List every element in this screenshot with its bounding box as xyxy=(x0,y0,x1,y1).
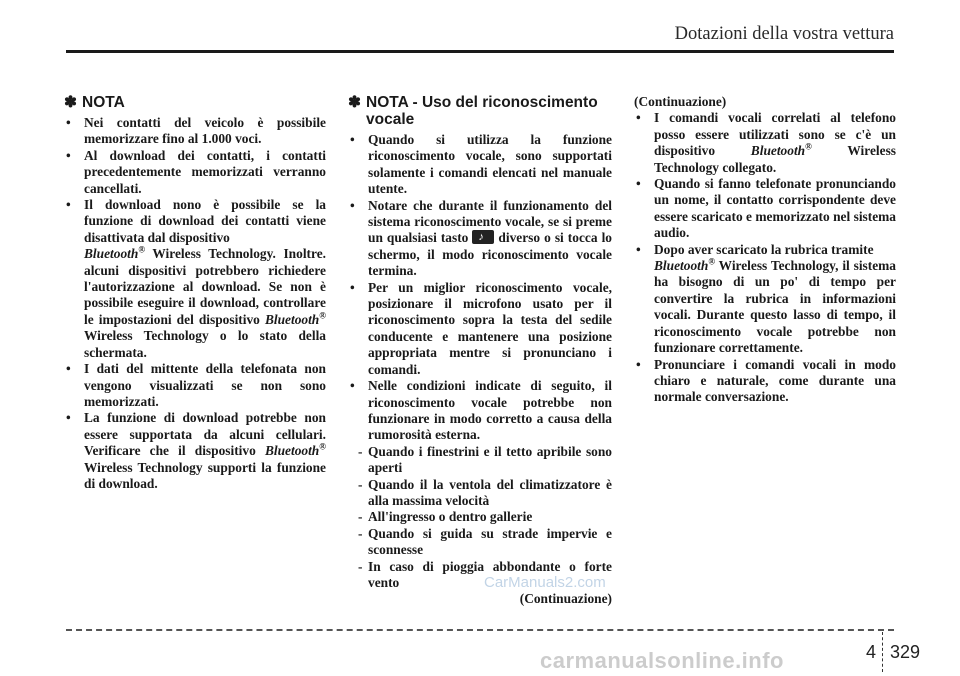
list-item-text: I comandi vocali correlati al telefono posso essere utilizzati sono se c'è un dispositivo xyxy=(654,110,896,159)
list-item-text: I dati del mittente della telefonata non vengono visualizzati se non sono memorizzati. xyxy=(84,361,326,409)
list-item xyxy=(64,197,326,361)
list-item-text: Wireless Technology. Inoltre. alcuni dispositivi potrebbero richiedere l'autorizzazione al download. Se non è possibile eseguire il download, controllare le impostazioni del dispositivo xyxy=(84,246,326,327)
list-item-text: Wireless Technology o lo stato della schermata. xyxy=(84,328,326,360)
page-header-title: Dotazioni della vostra vettura xyxy=(674,24,894,44)
page-number-separator xyxy=(882,632,884,672)
list-item xyxy=(634,176,896,242)
list-item xyxy=(358,444,612,477)
list-item xyxy=(348,280,612,378)
bluetooth-brand: Bluetooth xyxy=(264,311,320,327)
bluetooth-brand: Bluetooth xyxy=(264,443,320,459)
list-item-text: Dopo aver scaricato la rubrica tramite xyxy=(654,241,874,257)
bluetooth-brand: Bluetooth xyxy=(654,258,709,274)
list-item-text: Pronunciare i comandi vocali in modo chiaro e naturale, come durante una normale conversazione. xyxy=(654,356,896,405)
header-rule xyxy=(66,50,894,53)
list-item-text: In caso di pioggia abbondante o forte vento xyxy=(368,558,612,590)
list-item-text: Il download nono è possibile se la funzione di download dei contatti viene disattivata dal dispositivo xyxy=(84,197,326,245)
note-heading xyxy=(64,94,326,111)
continued-label: (Continuazione) xyxy=(519,591,612,607)
page-number xyxy=(866,632,920,672)
list-item xyxy=(634,110,896,176)
list-item-text: Wireless Technology, il sistema ha bisogno di un po' di tempo per convertire la rubrica in informazioni vocali. Durante questo lasso di tempo, il riconoscimento vocale potrebbe non funzionare correttamente. xyxy=(654,258,896,356)
list-item-text: Quando si utilizza la funzione riconoscimento vocale, sono supportati solamente i comandi elencati nel manuale utente. xyxy=(368,132,612,197)
list-item-text: Quando il la ventola del climatizzatore è alla massima velocità xyxy=(368,476,612,508)
list-item-text: Quando i finestrini e il tetto apribile sono aperti xyxy=(368,443,612,476)
list-item-text: Quando si guida su strade impervie e sconnesse xyxy=(368,525,612,558)
list-item xyxy=(634,242,896,357)
list-item xyxy=(64,361,326,410)
list-item xyxy=(348,132,612,198)
registered-mark: ® xyxy=(708,256,716,267)
note-list xyxy=(348,132,612,591)
column-nota xyxy=(64,94,326,492)
list-item xyxy=(348,198,612,280)
bluetooth-brand: Bluetooth xyxy=(750,143,806,159)
voice-talk-button-icon xyxy=(472,230,494,244)
list-item xyxy=(348,378,612,591)
watermark-large: carmanualsonline.info xyxy=(540,648,784,673)
footer-rule xyxy=(66,629,894,631)
list-item-text: Quando si fanno telefonate pronunciando un nome, il contatto corrispondente deve essere scaricato e memorizzato nel sistema audio. xyxy=(654,176,896,241)
list-item-text: Wireless Technology supporti la funzione di download. xyxy=(84,459,326,491)
note-star-icon: ✽ xyxy=(64,94,77,111)
list-item-text: Wireless Technology collegato. xyxy=(654,143,896,175)
note-star-icon: ✽ xyxy=(348,94,361,111)
column-voice-recognition xyxy=(348,94,612,608)
registered-mark: ® xyxy=(805,141,812,152)
page-number-value: 329 xyxy=(890,641,921,662)
registered-mark: ® xyxy=(319,441,326,452)
list-item xyxy=(358,509,612,525)
continued-label: (Continuazione) xyxy=(634,94,727,109)
note-heading-text: NOTA xyxy=(82,94,125,111)
note-list xyxy=(634,110,896,405)
registered-mark: ® xyxy=(319,310,326,321)
list-item-text: All'ingresso o dentro gallerie xyxy=(368,509,533,525)
list-item-text: La funzione di download potrebbe non essere supportata da alcuni cellulari. Verificare che il dispositivo xyxy=(84,410,326,459)
note-heading xyxy=(348,94,612,128)
list-item xyxy=(64,410,326,492)
note-list xyxy=(64,115,326,492)
list-item xyxy=(64,148,326,197)
chapter-number: 4 xyxy=(866,641,877,662)
list-item-text: Notare che durante il funzionamento del sistema riconoscimento vocale, se si preme un qualsiasi tasto xyxy=(368,197,612,246)
bluetooth-brand: Bluetooth xyxy=(84,246,139,262)
list-item xyxy=(64,115,326,148)
registered-mark: ® xyxy=(138,244,146,255)
watermark-small: CarManuals2.com xyxy=(484,574,606,591)
list-item xyxy=(358,477,612,510)
list-item-text: Nelle condizioni indicate di seguito, il riconoscimento vocale potrebbe non funzionare in modo corretto a causa della rumorosità esterna. xyxy=(368,378,612,443)
condition-list xyxy=(358,444,612,592)
list-item xyxy=(634,357,896,406)
list-item-text: diverso o si tocca lo schermo, il modo riconoscimento vocale termina. xyxy=(368,230,612,279)
list-item xyxy=(358,526,612,559)
list-item-text: Al download dei contatti, i contatti precedentemente memorizzati verranno cancellati. xyxy=(84,147,326,196)
column-continued xyxy=(634,94,896,406)
note-heading-text: NOTA - Uso del riconoscimento vocale xyxy=(366,94,598,128)
list-item-text: Per un miglior riconoscimento vocale, posizionare il microfono usato per il riconoscimento sopra la testa del sedile conducente e mantenere una posizione appropriata mentre si pronunciano i comandi. xyxy=(368,279,612,377)
list-item-text: Nei contatti del veicolo è possibile memorizzare fino al 1.000 voci. xyxy=(84,115,326,147)
